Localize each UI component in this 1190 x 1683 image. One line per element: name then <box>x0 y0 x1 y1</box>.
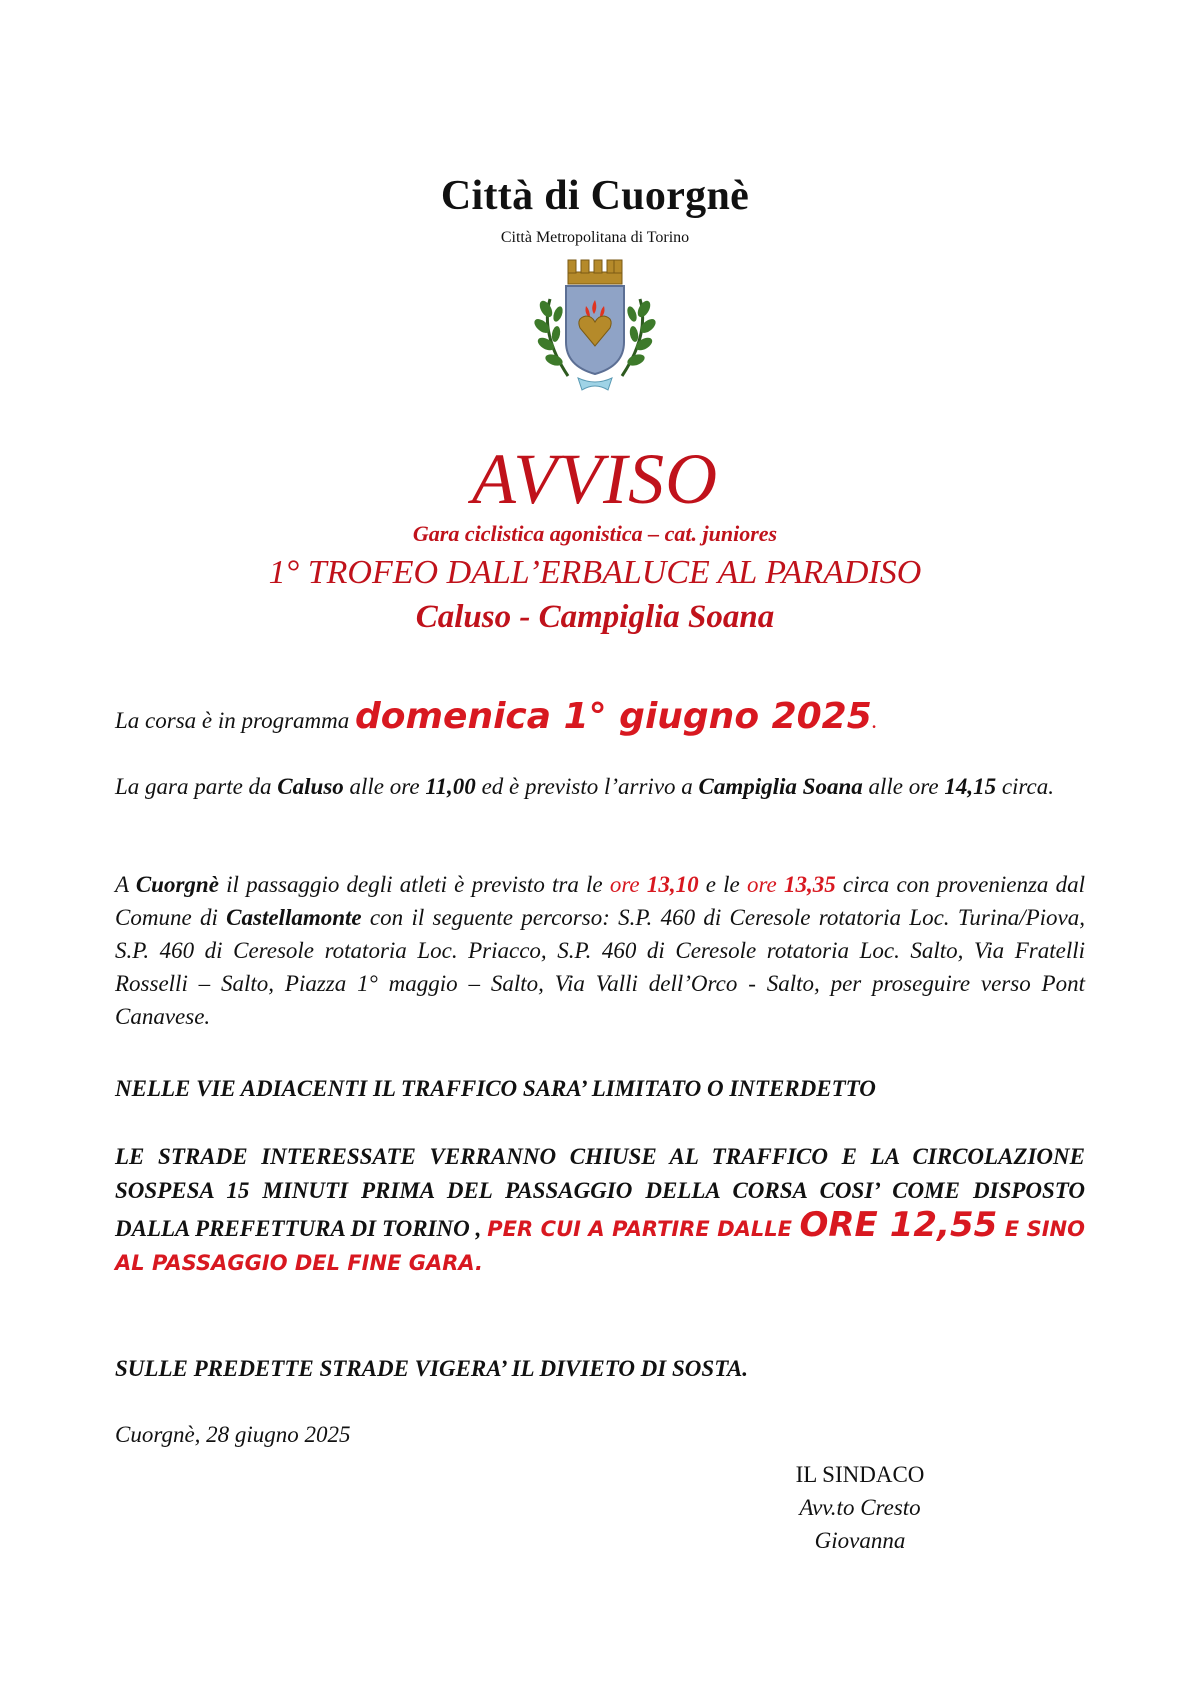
signer-name: Avv.to Cresto Giovanna <box>799 1495 921 1553</box>
text-fragment: A <box>115 872 136 897</box>
text-fragment: alle ore <box>862 774 945 799</box>
pass-time-end: 13,35 <box>783 872 836 897</box>
text-fragment: circa. <box>996 774 1054 799</box>
text-fragment: La gara parte da <box>115 774 278 799</box>
traffic-limited-notice: NELLE VIE ADIACENTI IL TRAFFICO SARA’ LIMITATO O INTERDETTO <box>115 1076 876 1101</box>
text-fragment: ore <box>609 872 647 897</box>
no-parking-notice: SULLE PREDETTE STRADE VIGERA’ IL DIVIETO DI SOSTA. <box>115 1356 749 1381</box>
trophy-name: 1° TROFEO DALL’ERBALUCE AL PARADISO <box>268 554 922 591</box>
race-date-paragraph <box>115 696 1085 737</box>
text-fragment: La corsa è in programma <box>115 708 356 733</box>
race-date: domenica 1° giugno 2025 <box>355 696 872 737</box>
pass-time-start: 13,10 <box>646 872 699 897</box>
arrival-place: Campiglia Soana <box>698 774 863 799</box>
metro-name: Città Metropolitana di Torino <box>500 229 690 246</box>
race-route: Caluso - Campiglia Soana <box>415 599 775 635</box>
signer-role: IL SINDACO <box>795 1462 925 1487</box>
arrival-time: 14,15 <box>944 774 997 799</box>
origin-town: Castellamonte <box>226 905 362 930</box>
city-name: Città di Cuorgnè <box>440 173 750 219</box>
text-fragment: PER CUI A PARTIRE DALLE <box>487 1217 800 1241</box>
text-fragment: LE STRADE INTERESSATE VERRANNO CHIUSE AL TRAFFICO E LA CIRCOLAZIONE SOSPESA 15 MINUTI PRIMA DEL PASSAGGIO DELLA CORSA COSI’ COME DISPOSTO DALLA PREFETTURA DI TORINO , <box>115 1144 1085 1241</box>
notice-title: AVVISO <box>471 439 719 519</box>
route-paragraph <box>115 868 1085 1033</box>
text-fragment: con il seguente percorso: S.P. 460 di Ceresole rotatoria Loc. Turina/Piova, S.P. 460 di Ceresole rotatoria Loc. Priacco, S.P. 460 di Ceresole rotatoria Loc. Salto, Via Fratelli Rosselli – Salto, Piazza 1° maggio – Salto, Via Valli dell’Orco - Salto, per proseguire verso Pont Canavese. <box>115 905 1085 1029</box>
text-fragment: circa con provenienza dal Comune di <box>115 872 1085 930</box>
town-name: Cuorgnè <box>135 872 219 897</box>
race-category: Gara ciclistica agonistica – cat. juniores <box>412 521 778 546</box>
road-closure-notice <box>115 1140 1085 1280</box>
text-fragment: ed è previsto l’arrivo a <box>475 774 699 799</box>
text-fragment: ore <box>746 872 784 897</box>
start-place: Caluso <box>277 774 344 799</box>
coat-of-arms-icon <box>528 254 662 404</box>
place-date: Cuorgnè, 28 giugno 2025 <box>115 1422 351 1447</box>
start-time: 11,00 <box>425 774 476 799</box>
text-fragment: e le <box>698 872 747 897</box>
text-fragment: E SINO AL PASSAGGIO DEL FINE GARA. <box>115 1217 1085 1275</box>
text-fragment: . <box>871 708 878 733</box>
signature-block <box>760 1458 960 1557</box>
text-fragment: il passaggio degli atleti è previsto tra le <box>218 872 610 897</box>
schedule-paragraph <box>115 770 1085 803</box>
closure-time: ORE 12,55 <box>799 1205 998 1245</box>
text-fragment: alle ore <box>343 774 426 799</box>
